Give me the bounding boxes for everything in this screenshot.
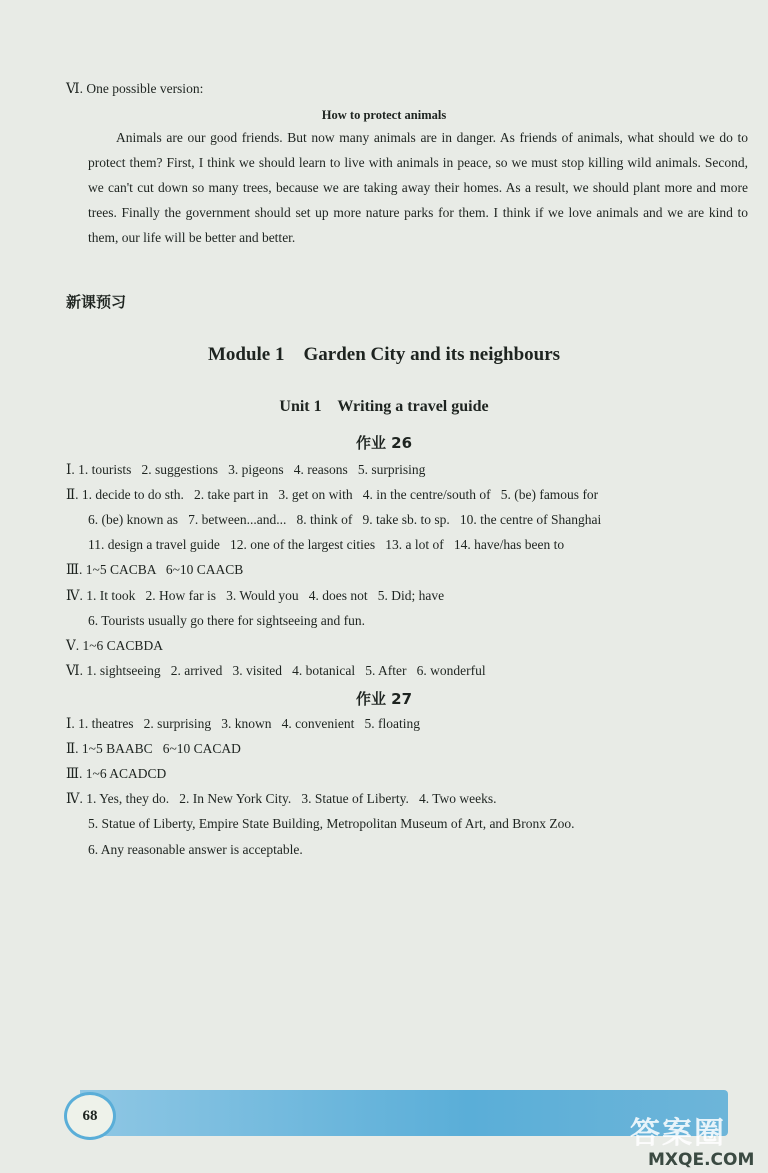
essay-title: How to protect animals: [321, 108, 447, 122]
unit-title: Unit 1 Writing a travel guide: [279, 398, 489, 415]
hw26-line: 11. design a travel guide 12. one of the largest cities 13. a lot of 14. have/has been to: [88, 537, 565, 552]
hw26-line: Ⅰ. 1. tourists 2. suggestions 3. pigeons 4. reasons 5. surprising: [66, 462, 426, 477]
essay-body: Animals are our good friends. But now many animals are in danger. As friends of animals, what should we do to protect them? First, I think we should learn to live with animals in peace, so we must stop killing wild animals. Second, we can't cut down so many trees, because we are taking away their homes. As a result, we should plant more and more trees. Finally the government should set up more nature parks for them. I think if we love animals and we are kind to them, our life will be better and better.: [88, 130, 748, 245]
hw26-line: 6. Tourists usually go there for sightseeing and fun.: [88, 613, 366, 628]
hw27-line: Ⅳ. 1. Yes, they do. 2. In New York City. 3. Statue of Liberty. 4. Two weeks.: [66, 791, 497, 806]
hw26-line: Ⅱ. 1. decide to do sth. 2. take part in 3. get on with 4. in the centre/south of 5. (be) famous for: [66, 487, 599, 502]
hw26-line: Ⅳ. 1. It took 2. How far is 3. Would you 4. does not 5. Did; have: [66, 588, 445, 603]
homework-26-title: 作业 26: [355, 434, 413, 452]
hw27-line: 6. Any reasonable answer is acceptable.: [88, 842, 303, 857]
hw26-line: 6. (be) known as 7. between...and... 8. think of 9. take sb. to sp. 10. the centre of Shanghai: [88, 512, 602, 527]
watermark-url: MXQE.COM: [648, 1150, 755, 1170]
hw27-line: Ⅰ. 1. theatres 2. surprising 3. known 4. convenient 5. floating: [66, 716, 421, 731]
hw27-line: Ⅲ. 1~6 ACADCD: [66, 766, 167, 781]
hw26-line: Ⅴ. 1~6 CACBDA: [66, 638, 163, 653]
module-title: Module 1 Garden City and its neighbours: [207, 344, 561, 365]
page-number: 68: [64, 1092, 116, 1140]
hw26-line: Ⅲ. 1~5 CACBA 6~10 CAACB: [66, 562, 244, 577]
section-heading: 新课预习: [66, 293, 127, 311]
hw27-line: 5. Statue of Liberty, Empire State Building, Metropolitan Museum of Art, and Bronx Zoo.: [88, 816, 575, 831]
watermark-logo: 答案圈: [630, 1116, 726, 1151]
essay-label: Ⅵ. One possible version:: [66, 81, 204, 96]
hw26-line: Ⅵ. 1. sightseeing 2. arrived 3. visited 4. botanical 5. After 6. wonderful: [66, 663, 486, 678]
hw27-line: Ⅱ. 1~5 BAABC 6~10 CACAD: [66, 741, 241, 756]
homework-27-title: 作业 27: [355, 690, 413, 708]
